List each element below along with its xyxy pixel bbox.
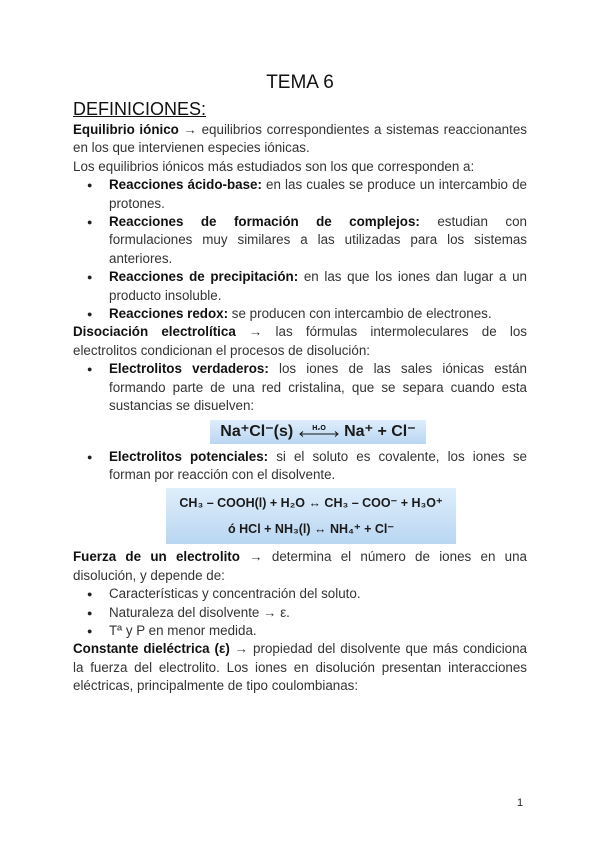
fuerza-text: → determina el número de iones en una disolución, y depende de:: [73, 549, 527, 583]
electrolitos-list-2: [73, 448, 527, 485]
disociacion-term: Disociación electrolítica: [73, 324, 236, 340]
reaction-arrow-icon: [298, 424, 340, 438]
list-item-text: estudian con formulaciones muy similares a las utilizadas para los sistemas anteriores.: [109, 214, 527, 266]
list-item: ● Características y concentración del soluto.: [109, 585, 527, 603]
equilibrio-definition: [73, 121, 527, 158]
intro-text: Los equilibrios iónicos más estudiados son los que corresponden a:: [73, 158, 475, 174]
equation-ammonia: ó HCl + NH₃(l) ↔ NH₄⁺ + Cl⁻: [228, 522, 394, 537]
equilibrio-text: → equilibrios correspondientes a sistemas reaccionantes en los que intervienen especies iónicas.: [73, 122, 527, 156]
list-item: [109, 360, 527, 415]
reaction-types-list: [73, 176, 527, 323]
list-item: [109, 213, 527, 268]
list-item-text: si el soluto es covalente, los iones se forman por reacción con el disolvente.: [109, 448, 528, 482]
equation-nacl: [210, 420, 426, 444]
list-item: ● Tª y P en menor medida.: [109, 622, 527, 640]
list-item-text: los iones de las sales iónicas están formando parte de una red cristalina, que se separa cuando esta sustancias se disuelven:: [109, 361, 527, 414]
page-title: TEMA 6: [266, 72, 334, 93]
equilibrio-term: Equilibrio iónico: [73, 122, 179, 137]
list-item-term: Reacciones de precipitación:: [109, 269, 299, 285]
fuerza-term: Fuerza de un electrolito: [73, 549, 240, 565]
list-item-term: Reacciones de formación de complejos:: [109, 214, 420, 230]
equation-acetic: CH₃ – COOH(l) + H₂O ↔ CH₃ – COO⁻ + H₃O⁺: [179, 496, 443, 511]
constante-text: → propiedad del disolvente que más condiciona la fuerza del electrolito. Los iones en disolución presentan interacciones eléctricas, principalmente de tipo coulombianas:: [73, 641, 528, 694]
list-item-text: en las que los iones dan lugar a un producto insoluble.: [109, 269, 527, 303]
document-body: [73, 98, 527, 696]
fuerza-definition: [73, 548, 527, 585]
constante-definition: [73, 640, 527, 695]
list-item: ● Naturaleza del disolvente → ε.: [109, 604, 527, 622]
list-item: [109, 305, 527, 323]
page-number: 1: [517, 797, 524, 809]
list-item-term: Reacciones redox:: [109, 306, 229, 322]
list-item: [109, 448, 527, 485]
disociacion-definition: [73, 323, 527, 360]
constante-term: Constante dieléctrica (ε): [73, 641, 230, 657]
equation-acetic-ammonia: [166, 488, 456, 544]
list-item-term: Electrolitos verdaderos:: [109, 361, 269, 377]
section-heading: DEFINICIONES:: [73, 99, 207, 119]
electrolitos-list: [73, 360, 527, 415]
list-item-text: en las cuales se produce un intercambio de protones.: [109, 177, 527, 211]
equation-nacl-left: Na⁺Cl⁻(s): [220, 422, 294, 440]
disociacion-text: → las fórmulas intermoleculares de los electrolitos condicionan el procesos de disolución:: [73, 324, 527, 358]
list-item: [109, 268, 527, 305]
factors-list: [73, 585, 527, 640]
arrow-label: H₂O: [311, 425, 326, 433]
list-item-text: se producen con intercambio de electrones.: [228, 306, 492, 322]
list-item-term: Electrolitos potenciales:: [109, 448, 269, 464]
list-item: [109, 176, 527, 213]
equation-nacl-right: Na⁺ + Cl⁻: [344, 422, 416, 440]
list-item-term: Reacciones ácido-base:: [109, 177, 262, 193]
